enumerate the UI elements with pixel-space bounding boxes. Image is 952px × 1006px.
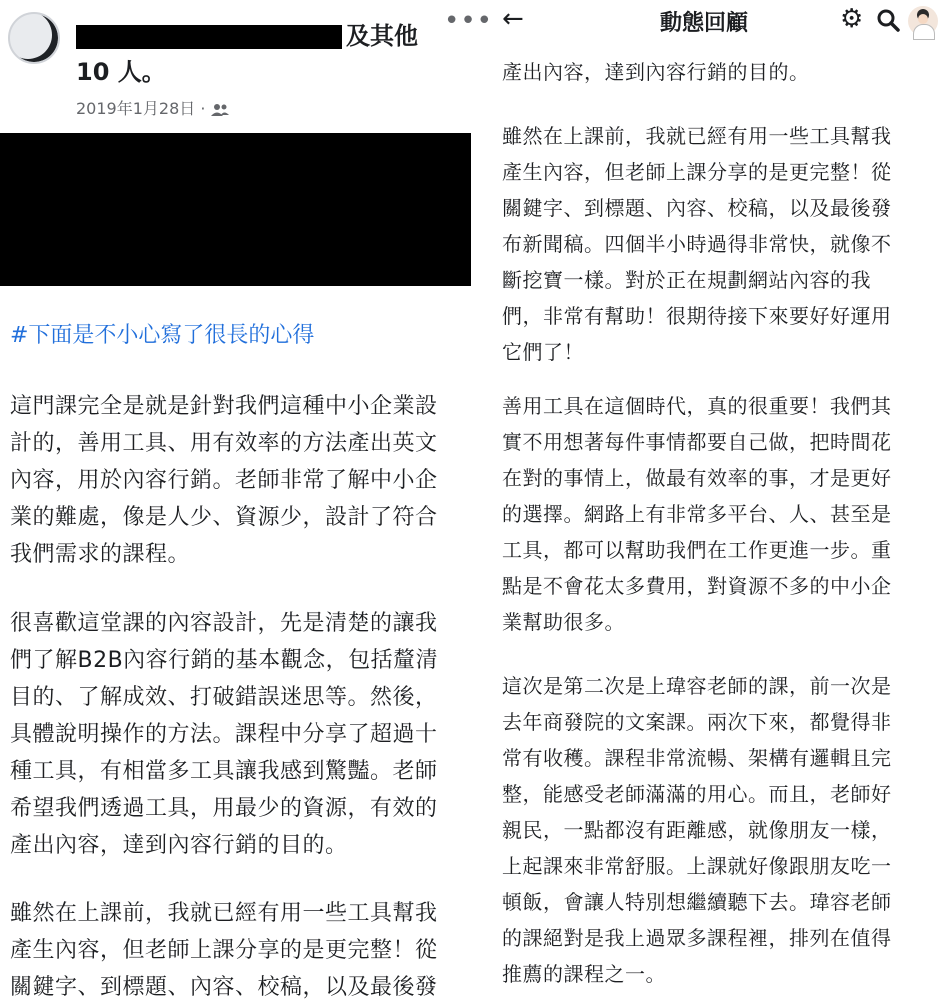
review-top-bar bbox=[494, 0, 952, 48]
author-avatar[interactable] bbox=[8, 12, 60, 64]
review-paragraph: 善用工具在這個時代，真的很重要！我們其 實不用想著每件事情都要自己做，把時間花 在對的事情上，做最有效率的事，才是更好 的選擇。網路上有非常多平台、人、甚至是 工具，都可以幫助我們在工作更進一步。重 點是不會花太多費用，對資源不多的中小企 業幫助很多。 bbox=[502, 394, 892, 634]
post-paragraph: 雖然在上課前，我就已經有用一些工具幫我 產生內容，但老師上課分享的是更完整！從 關鍵字、到標題、內容、校稿，以及最後發 bbox=[10, 901, 438, 1000]
post-date[interactable]: 2019年1月28日 · bbox=[76, 99, 206, 118]
redacted-name-bar bbox=[76, 25, 342, 49]
profile-avatar-icon[interactable] bbox=[908, 6, 938, 36]
author-suffix: 及其他 bbox=[346, 22, 418, 50]
friends-icon bbox=[211, 103, 229, 117]
post-paragraph: 這門課完全是就是針對我們這種中小企業設 計的，善用工具、用有效率的方法產出英文 內容，用於內容行銷。老師非常了解中小企 業的難處，像是人少、資源少，設計了符合 我們需求的課程。 bbox=[10, 394, 438, 567]
more-horizontal-icon[interactable]: ••• bbox=[444, 6, 494, 36]
post-paragraph: 很喜歡這堂課的內容設計，先是清楚的讓我 們了解B2B內容行銷的基本觀念，包括釐清 目的、了解成效、打破錯誤迷思等。然後， 具體說明操作的方法。課程中分享了超過十 種工具，有相當多工具讓我感到驚豔。老師 希望我們透過工具，用最少的資源，有效的 產出內容，達到內容行銷的目的。 bbox=[10, 611, 439, 858]
review-paragraph: 這次是第二次是上瑋容老師的課，前一次是 去年商發院的文案課。兩次下來，都覺得非 常有收穫。課程非常流暢、架構有邏輯且完 整，能感受老師滿滿的用心。而且，老師好 親民，一點都沒有距離感，就像朋友一樣， 上起課來非常舒服。上課就好像跟朋友吃一 頓飯，會讓人特別想繼續聽下去。瑋容老師 的課絕對是我上過眾多課程裡，排列在值得 推薦的課程之一。 bbox=[502, 674, 892, 986]
gear-icon[interactable]: ⚙ bbox=[840, 4, 864, 34]
post-meta bbox=[76, 96, 229, 119]
review-paragraph: 雖然在上課前，我就已經有用一些工具幫我 產生內容，但老師上課分享的是更完整！從 關鍵字、到標題、內容、校稿，以及最後發 布新聞稿。四個半小時過得非常快，就像不 斷挖寶一樣。對於正在規劃網站內容的我 們，非常有幫助！很期待接下來要好好運用 它們了！ bbox=[502, 124, 892, 364]
back-arrow-icon[interactable]: ← bbox=[502, 4, 524, 34]
hashtag-link[interactable]: #下面是不小心寫了很長的心得 bbox=[10, 323, 315, 348]
search-icon[interactable] bbox=[876, 8, 900, 32]
author-count: 10 人。 bbox=[76, 58, 166, 86]
review-paragraph: 產出內容，達到內容行銷的目的。 bbox=[502, 60, 810, 84]
redacted-photo bbox=[0, 133, 471, 286]
right-review-panel bbox=[494, 0, 952, 984]
page-title: 動態回顧 bbox=[660, 11, 749, 36]
author-names[interactable] bbox=[76, 18, 418, 90]
